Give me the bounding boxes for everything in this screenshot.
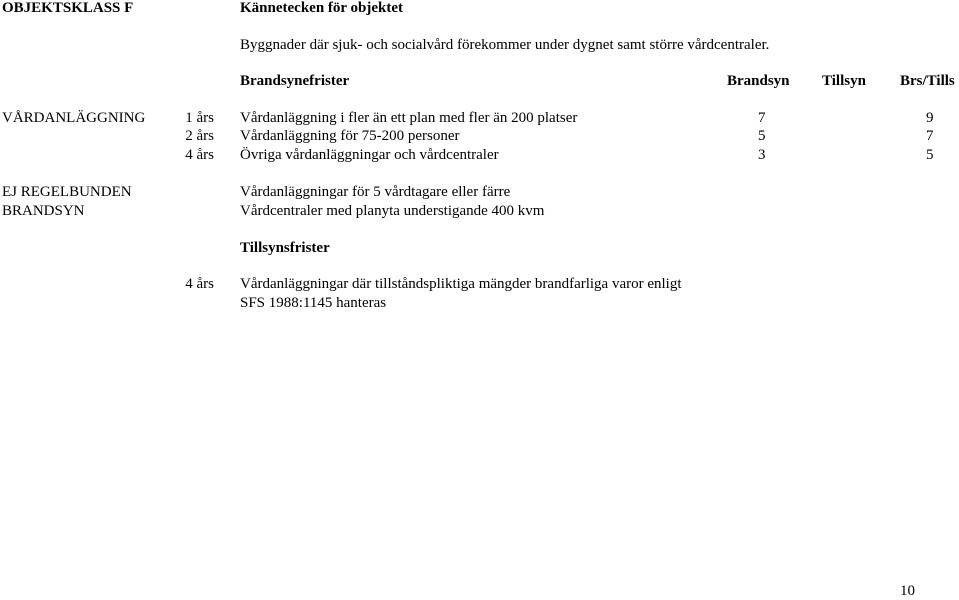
features-heading: Kännetecken för objektet	[240, 0, 404, 16]
class-title: OBJEKTSKLASS F	[2, 0, 134, 16]
page-number: 10	[900, 583, 915, 599]
column-header-brandsyn: Brandsyn	[727, 73, 790, 89]
group-label: VÅRDANLÄGGNING	[2, 110, 146, 126]
row-brs-tills-value: 7	[926, 128, 934, 144]
column-header-tillsyn: Tillsyn	[822, 73, 866, 89]
row-description: Vårdanläggning i fler än ett plan med fler än 200 platser	[240, 110, 578, 126]
column-header-brs-tills: Brs/Tills	[900, 73, 955, 89]
supervision-description-line1: Vårdanläggningar där tillståndspliktiga mängder brandfarliga varor enligt	[240, 276, 682, 292]
row-brs-tills-value: 9	[926, 110, 934, 126]
no-regular-item: Vårdanläggningar för 5 vårdtagare eller färre	[240, 184, 511, 200]
row-interval: 2 års	[185, 128, 214, 144]
no-regular-item: Vårdcentraler med planyta understigande 400 kvm	[240, 203, 545, 219]
row-brandsyn-value: 5	[758, 128, 766, 144]
no-regular-label-line2: BRANDSYN	[2, 203, 85, 219]
row-description: Vårdanläggning för 75-200 personer	[240, 128, 460, 144]
inspection-heading: Brandsynefrister	[240, 73, 350, 89]
row-brandsyn-value: 7	[758, 110, 766, 126]
row-description: Övriga vårdanläggningar och vårdcentraler	[240, 147, 499, 163]
supervision-interval: 4 års	[185, 276, 214, 292]
row-interval: 4 års	[185, 147, 214, 163]
supervision-heading: Tillsynsfrister	[240, 240, 330, 256]
supervision-description-line2: SFS 1988:1145 hanteras	[240, 295, 387, 311]
row-brandsyn-value: 3	[758, 147, 766, 163]
row-interval: 1 års	[185, 110, 214, 126]
row-brs-tills-value: 5	[926, 147, 934, 163]
class-description: Byggnader där sjuk- och socialvård förekommer under dygnet samt större vårdcentraler.	[240, 37, 770, 53]
no-regular-label-line1: EJ REGELBUNDEN	[2, 184, 132, 200]
